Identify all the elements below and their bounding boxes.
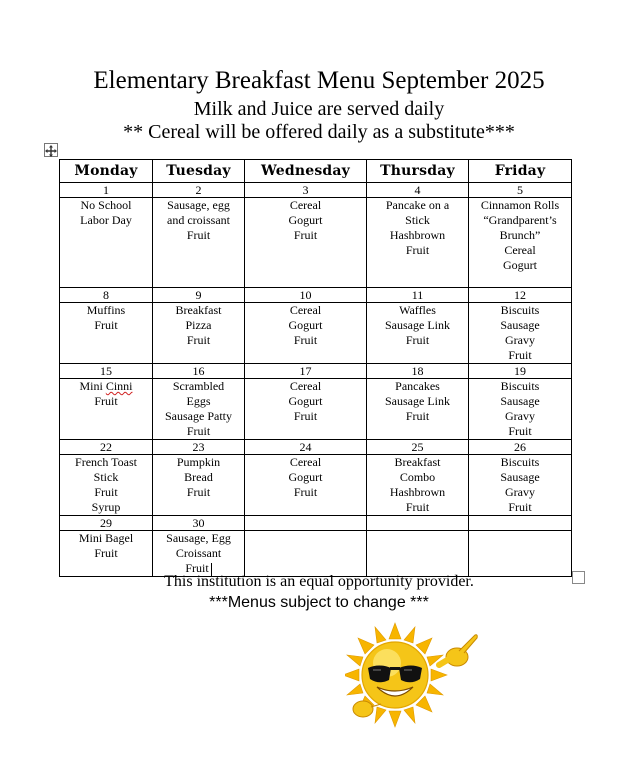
date-cell-monday: 1 <box>60 183 153 198</box>
menu-item: Hashbrown <box>389 228 446 242</box>
day-header-wednesday: Wednesday <box>245 160 367 183</box>
menu-cell-tuesday[interactable] <box>153 198 245 288</box>
menu-item: Fruit <box>508 424 532 438</box>
menu-cell-monday[interactable] <box>60 531 153 577</box>
menu-item: Sausage <box>500 318 540 332</box>
date-cell-wednesday <box>245 516 367 531</box>
menu-item: Fruit <box>405 500 430 514</box>
date-cell-friday: 19 <box>469 364 572 379</box>
menu-cell-thursday[interactable] <box>367 198 469 288</box>
menu-cell-tuesday[interactable] <box>153 379 245 440</box>
menu-item: Fruit <box>94 318 118 332</box>
menu-item: Gravy <box>505 333 535 347</box>
date-cell-tuesday: 16 <box>153 364 245 379</box>
menu-item: Hashbrown <box>389 485 446 499</box>
menu-item: Breakfast <box>394 455 441 469</box>
date-row <box>60 364 572 379</box>
menu-cell-monday[interactable] <box>60 455 153 516</box>
menu-item: Labor Day <box>80 213 132 227</box>
menu-item: Gogurt <box>288 394 323 408</box>
menu-item: Breakfast <box>175 303 222 317</box>
menu-item: Fruit <box>508 348 532 362</box>
menu-item: Fruit <box>293 228 318 242</box>
day-header-thursday: Thursday <box>367 160 469 183</box>
menu-item: Fruit <box>186 333 211 347</box>
menu-items-row <box>60 531 572 577</box>
menu-cell-wednesday[interactable] <box>245 198 367 288</box>
menu-item: Gravy <box>505 409 535 423</box>
menu-item: Fruit <box>405 243 430 257</box>
menu-item: Fruit <box>508 500 532 514</box>
date-cell-thursday: 11 <box>367 288 469 303</box>
date-cell-friday: 12 <box>469 288 572 303</box>
menu-item: Sausage Link <box>385 318 450 332</box>
menu-items-row <box>60 455 572 516</box>
menu-cell-wednesday[interactable] <box>245 455 367 516</box>
menu-item: Fruit <box>405 333 430 347</box>
menu-item: “Grandparent’s <box>483 213 557 227</box>
menu-item: Sausage, egg <box>167 198 230 212</box>
menu-item: Syrup <box>91 500 121 514</box>
date-cell-wednesday: 17 <box>245 364 367 379</box>
menu-item: Combo <box>399 470 436 484</box>
menu-item: Fruit <box>293 485 318 499</box>
menu-item: Sausage Link <box>385 394 450 408</box>
menu-item: Scrambled <box>172 379 225 393</box>
sun-with-sunglasses-icon <box>345 617 495 735</box>
menu-item: Fruit <box>186 485 211 499</box>
menu-item: Gravy <box>505 485 535 499</box>
menu-item: Fruit <box>293 409 318 423</box>
date-cell-wednesday: 24 <box>245 440 367 455</box>
menu-item: and croissant <box>167 213 230 227</box>
menu-item: Fruit <box>155 561 242 576</box>
menu-item: Pizza <box>185 318 212 332</box>
menu-item: Bread <box>184 470 213 484</box>
menu-item: Fruit <box>94 485 118 499</box>
menu-item: Gogurt <box>288 470 323 484</box>
move-arrows-icon <box>45 145 57 157</box>
menu-item: Mini Cinni <box>79 379 133 393</box>
menu-item: Eggs <box>186 394 211 408</box>
menu-items-row <box>60 198 572 288</box>
menu-item: Fruit <box>186 228 211 242</box>
table-move-handle[interactable] <box>44 143 58 157</box>
date-cell-thursday <box>367 516 469 531</box>
menu-title: Elementary Breakfast Menu September 2025 <box>93 67 545 94</box>
date-cell-tuesday: 23 <box>153 440 245 455</box>
menu-item: Cereal <box>289 303 322 317</box>
menu-items-row <box>60 303 572 364</box>
menu-cell-thursday[interactable] <box>367 303 469 364</box>
date-cell-friday: 5 <box>469 183 572 198</box>
date-row <box>60 183 572 198</box>
menu-cell-friday[interactable] <box>469 455 572 516</box>
menu-change-notice: ***Menus subject to change *** <box>209 594 429 611</box>
menu-cell-thursday[interactable] <box>367 379 469 440</box>
menu-item: Muffins <box>86 303 126 317</box>
date-cell-tuesday: 2 <box>153 183 245 198</box>
menu-cell-friday[interactable] <box>469 379 572 440</box>
menu-item: Biscuits <box>500 379 540 393</box>
date-cell-tuesday: 9 <box>153 288 245 303</box>
date-cell-monday: 29 <box>60 516 153 531</box>
menu-item: Cinnamon Rolls <box>480 198 560 212</box>
date-cell-tuesday: 30 <box>153 516 245 531</box>
menu-item: Waffles <box>399 303 436 317</box>
menu-cell-tuesday[interactable] <box>153 303 245 364</box>
menu-item: Gogurt <box>288 318 323 332</box>
date-row <box>60 288 572 303</box>
date-row <box>60 516 572 531</box>
date-cell-wednesday: 10 <box>245 288 367 303</box>
equal-opportunity-statement: This institution is an equal opportunity provider. <box>164 573 474 590</box>
menu-item: Stick <box>93 470 119 484</box>
menu-cell-friday[interactable] <box>469 531 572 577</box>
menu-item: Sausage, Egg <box>166 531 231 545</box>
menu-item: Cereal <box>289 198 322 212</box>
menu-cell-monday[interactable] <box>60 379 153 440</box>
menu-item: French Toast <box>75 455 137 469</box>
menu-table <box>59 159 572 577</box>
date-cell-thursday: 4 <box>367 183 469 198</box>
menu-item: Fruit <box>94 546 118 560</box>
menu-item: Sausage <box>500 394 540 408</box>
date-cell-thursday: 18 <box>367 364 469 379</box>
date-cell-monday: 8 <box>60 288 153 303</box>
menu-item: Pumpkin <box>176 455 221 469</box>
menu-cell-wednesday[interactable] <box>245 303 367 364</box>
date-cell-wednesday: 3 <box>245 183 367 198</box>
date-row <box>60 440 572 455</box>
menu-cell-monday[interactable] <box>60 303 153 364</box>
menu-item: Sausage Patty <box>165 409 232 423</box>
menu-item: Brunch” <box>499 228 541 242</box>
date-cell-friday: 26 <box>469 440 572 455</box>
menu-cell-tuesday[interactable] <box>153 531 245 577</box>
menu-item: Biscuits <box>500 455 540 469</box>
menu-items-row <box>60 379 572 440</box>
menu-item: Cereal <box>289 455 322 469</box>
menu-item: Fruit <box>186 424 211 438</box>
menu-cell-tuesday[interactable] <box>153 455 245 516</box>
date-cell-monday: 22 <box>60 440 153 455</box>
date-cell-friday <box>469 516 572 531</box>
menu-item: Sausage <box>500 470 540 484</box>
menu-item: Cereal <box>289 379 322 393</box>
day-header-monday: Monday <box>60 160 153 183</box>
menu-item: Mini Bagel <box>78 531 134 545</box>
menu-item: Stick <box>405 213 430 227</box>
menu-cell-thursday[interactable] <box>367 455 469 516</box>
date-cell-monday: 15 <box>60 364 153 379</box>
day-header-row <box>60 160 572 183</box>
date-cell-thursday: 25 <box>367 440 469 455</box>
menu-item: Fruit <box>405 409 430 423</box>
day-header-friday: Friday <box>469 160 572 183</box>
menu-item: Pancake on a <box>385 198 450 212</box>
menu-item: Biscuits <box>500 303 540 317</box>
menu-cell-thursday[interactable] <box>367 531 469 577</box>
menu-cell-friday[interactable] <box>469 198 572 288</box>
menu-item: No School <box>80 198 132 212</box>
menu-item: Gogurt <box>288 213 323 227</box>
menu-cell-monday[interactable] <box>60 198 153 288</box>
menu-item: Pancakes <box>395 379 440 393</box>
menu-item: Fruit <box>94 394 118 408</box>
menu-item: Croissant <box>175 546 222 560</box>
menu-item: Cereal <box>504 243 536 257</box>
menu-cell-wednesday[interactable] <box>245 531 367 577</box>
milk-juice-note: Milk and Juice are served daily <box>193 98 445 120</box>
menu-cell-wednesday[interactable] <box>245 379 367 440</box>
menu-cell-friday[interactable] <box>469 303 572 364</box>
cereal-note: ** Cereal will be offered daily as a substitute*** <box>123 121 515 143</box>
menu-item: Fruit <box>293 333 318 347</box>
day-header-tuesday: Tuesday <box>153 160 245 183</box>
menu-item: Gogurt <box>503 258 537 272</box>
